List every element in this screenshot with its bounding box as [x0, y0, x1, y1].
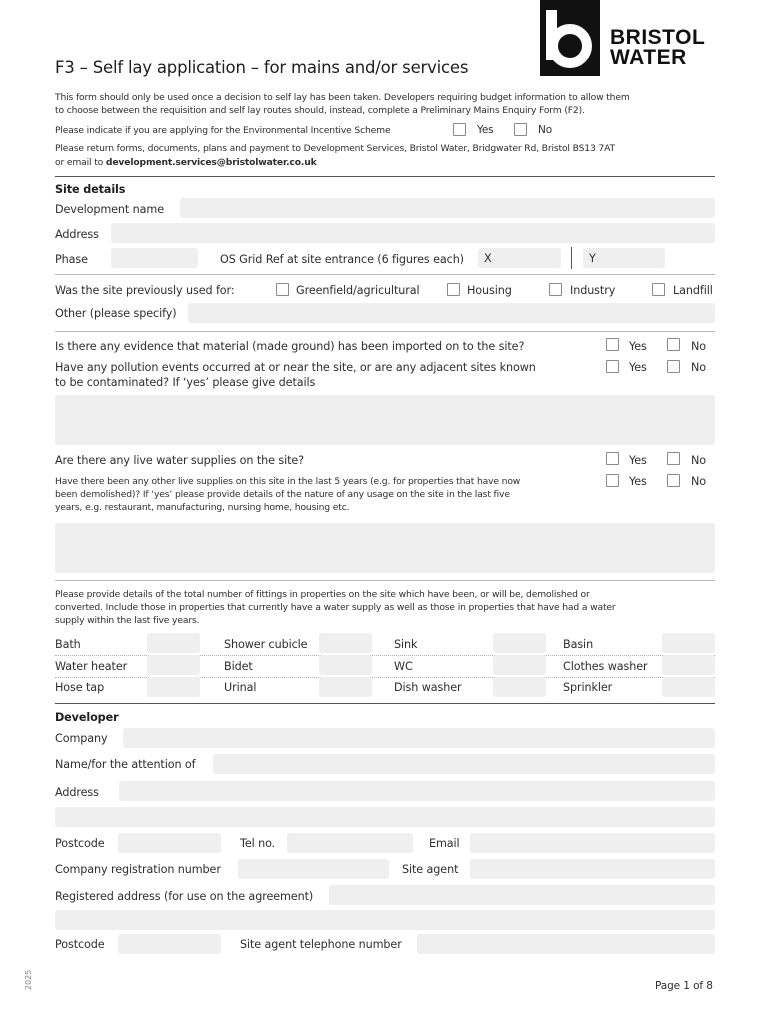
- industry-label: Industry: [570, 284, 616, 297]
- company-reg-input[interactable]: [238, 859, 389, 879]
- incentive-no-label: No: [538, 124, 552, 136]
- return-line-1: Please return forms, documents, plans and payment to Development Services, Bristol Water, Bridgwater Rd, Bristol BS13 7AT: [55, 143, 616, 154]
- logo-wordmark: [610, 28, 705, 68]
- grid-y-label: Y: [589, 252, 596, 265]
- incentive-yes-checkbox[interactable]: [453, 123, 466, 136]
- fitting-shower-label: Shower cubicle: [224, 638, 308, 651]
- other-supplies-line-2: been demolished)? If ‘yes’ please provide details of the nature of any usage on the site in the last five: [55, 489, 510, 500]
- email-label: Email: [429, 837, 460, 850]
- pollution-question-line-1: Have any pollution events occurred at or near the site, or are any adjacent sites known: [55, 361, 536, 374]
- footer-year: 2025: [24, 969, 33, 990]
- fitting-bidet-label: Bidet: [224, 660, 253, 673]
- fitting-clothes-washer-input[interactable]: [662, 655, 715, 675]
- live-supplies-question: Are there any live water supplies on the site?: [55, 454, 304, 467]
- grid-x-label: X: [484, 252, 492, 265]
- fitting-clothes-washer-label: Clothes washer: [563, 660, 648, 673]
- fittings-line-2: converted. Include those in properties that currently have a water supply as well as those in properties that have had a water: [55, 602, 616, 613]
- landfill-label: Landfill: [673, 284, 713, 297]
- logo-mark: [540, 0, 600, 76]
- postcode-label: Postcode: [55, 837, 105, 850]
- housing-label: Housing: [467, 284, 512, 297]
- pollution-no-checkbox[interactable]: [667, 360, 680, 373]
- pollution-details-textarea[interactable]: [55, 395, 715, 445]
- fitting-bidet-input[interactable]: [319, 655, 372, 675]
- fitting-urinal-label: Urinal: [224, 681, 257, 694]
- fitting-basin-input[interactable]: [662, 633, 715, 653]
- fitting-basin-label: Basin: [563, 638, 594, 651]
- os-grid-label: OS Grid Ref at site entrance (6 figures each): [220, 253, 464, 266]
- company-reg-label: Company registration number: [55, 863, 221, 876]
- divider: [55, 176, 715, 177]
- attention-label: Name/for the attention of: [55, 758, 196, 771]
- return-line-2: [55, 156, 721, 169]
- registered-address-label: Registered address (for use on the agreement): [55, 890, 314, 903]
- live-supplies-yes-label: Yes: [629, 454, 647, 467]
- made-ground-yes-checkbox[interactable]: [606, 338, 619, 351]
- postcode-2-input[interactable]: [118, 934, 221, 954]
- site-address-input[interactable]: [111, 223, 715, 243]
- divider: [55, 703, 715, 704]
- logo-b-icon: [540, 0, 600, 76]
- postcode-2-label: Postcode: [55, 938, 105, 951]
- other-supplies-no-checkbox[interactable]: [667, 474, 680, 487]
- made-ground-question: Is there any evidence that material (made ground) has been imported on to the site?: [55, 340, 525, 353]
- attention-input[interactable]: [213, 754, 715, 774]
- contact-email-link[interactable]: development.services@bristolwater.co.uk: [105, 157, 317, 168]
- site-agent-tel-label: Site agent telephone number: [240, 938, 402, 951]
- email-input[interactable]: [470, 833, 715, 853]
- incentive-question: Please indicate if you are applying for the Environmental Incentive Scheme: [55, 125, 391, 136]
- fitting-water-heater-input[interactable]: [147, 655, 200, 675]
- fitting-bath-label: Bath: [55, 638, 81, 651]
- fitting-urinal-input[interactable]: [319, 677, 372, 697]
- fitting-dish-washer-input[interactable]: [493, 677, 546, 697]
- other-supplies-no-label: No: [691, 475, 707, 488]
- greenfield-label: Greenfield/agricultural: [296, 284, 420, 297]
- incentive-no-checkbox[interactable]: [514, 123, 527, 136]
- intro-line-1: This form should only be used once a decision to self lay has been taken. Developers requiring budget information to allow them: [55, 92, 630, 103]
- live-supplies-no-checkbox[interactable]: [667, 452, 680, 465]
- other-supplies-line-1: Have there been any other live supplies on this site in the last 5 years (e.g. for properties that have now: [55, 476, 521, 487]
- developer-address-label: Address: [55, 786, 99, 799]
- divider: [55, 331, 715, 332]
- registered-address-input-2[interactable]: [55, 910, 715, 930]
- landfill-checkbox[interactable]: [652, 283, 665, 296]
- made-ground-no-checkbox[interactable]: [667, 338, 680, 351]
- page-title: F3 – Self lay application – for mains and/or services: [55, 58, 469, 77]
- site-agent-tel-input[interactable]: [417, 934, 715, 954]
- company-label: Company: [55, 732, 108, 745]
- return-prefix: or email to: [55, 157, 106, 168]
- site-agent-label: Site agent: [402, 863, 459, 876]
- fitting-dish-washer-label: Dish washer: [394, 681, 462, 694]
- fitting-wc-label: WC: [394, 660, 413, 673]
- development-name-input[interactable]: [180, 198, 715, 218]
- development-name-label: Development name: [55, 203, 164, 216]
- fitting-sink-label: Sink: [394, 638, 418, 651]
- pollution-yes-label: Yes: [629, 361, 647, 374]
- pollution-yes-checkbox[interactable]: [606, 360, 619, 373]
- industry-checkbox[interactable]: [549, 283, 562, 296]
- logo-line-1: BRISTOL: [610, 26, 706, 49]
- fitting-shower-input[interactable]: [319, 633, 372, 653]
- fitting-sprinkler-label: Sprinkler: [563, 681, 613, 694]
- previous-use-question: Was the site previously used for:: [55, 284, 235, 297]
- fitting-wc-input[interactable]: [493, 655, 546, 675]
- made-ground-no-label: No: [691, 340, 707, 353]
- phase-label: Phase: [55, 253, 88, 266]
- postcode-input[interactable]: [118, 833, 221, 853]
- tel-label: Tel no.: [240, 837, 276, 850]
- fitting-water-heater-label: Water heater: [55, 660, 128, 673]
- address-label: Address: [55, 228, 99, 241]
- other-supplies-yes-checkbox[interactable]: [606, 474, 619, 487]
- fitting-sink-input[interactable]: [493, 633, 546, 653]
- made-ground-yes-label: Yes: [629, 340, 647, 353]
- pollution-no-label: No: [691, 361, 707, 374]
- fittings-line-1: Please provide details of the total number of fittings in properties on the site which have been, or will be, demolished or: [55, 589, 590, 600]
- housing-checkbox[interactable]: [447, 283, 460, 296]
- live-supplies-yes-checkbox[interactable]: [606, 452, 619, 465]
- developer-address-input-2[interactable]: [55, 807, 715, 827]
- intro-line-2: to choose between the requisition and self lay routes should, instead, complete a Preliminary Mains Enquiry Form (F2).: [55, 105, 585, 116]
- page-number: Page 1 of 8: [655, 980, 713, 992]
- registered-address-input-1[interactable]: [329, 885, 715, 905]
- other-supplies-yes-label: Yes: [629, 475, 647, 488]
- other-supplies-details-textarea[interactable]: [55, 523, 715, 573]
- fittings-line-3: supply within the last five years.: [55, 615, 200, 626]
- fitting-hose-tap-label: Hose tap: [55, 681, 105, 694]
- greenfield-checkbox[interactable]: [276, 283, 289, 296]
- fitting-hose-tap-input[interactable]: [147, 677, 200, 697]
- divider: [55, 580, 715, 581]
- developer-address-input-1[interactable]: [119, 781, 715, 801]
- developer-heading: Developer: [55, 711, 119, 724]
- phase-input[interactable]: [111, 248, 198, 268]
- live-supplies-no-label: No: [691, 454, 707, 467]
- other-use-label: Other (please specify): [55, 307, 177, 320]
- other-supplies-line-3: years, e.g. restaurant, manufacturing, nursing home, housing etc.: [55, 502, 350, 513]
- incentive-yes-label: Yes: [477, 124, 494, 136]
- other-use-input[interactable]: [188, 303, 715, 323]
- logo-line-2: WATER: [610, 46, 687, 69]
- divider: [55, 274, 715, 275]
- fitting-bath-input[interactable]: [147, 633, 200, 653]
- fitting-sprinkler-input[interactable]: [662, 677, 715, 697]
- pollution-question-line-2: to be contaminated? If ‘yes’ please give details: [55, 376, 316, 389]
- site-details-heading: Site details: [55, 183, 126, 196]
- grid-separator: [571, 247, 572, 269]
- company-input[interactable]: [123, 728, 715, 748]
- site-agent-input[interactable]: [470, 859, 715, 879]
- tel-input[interactable]: [287, 833, 413, 853]
